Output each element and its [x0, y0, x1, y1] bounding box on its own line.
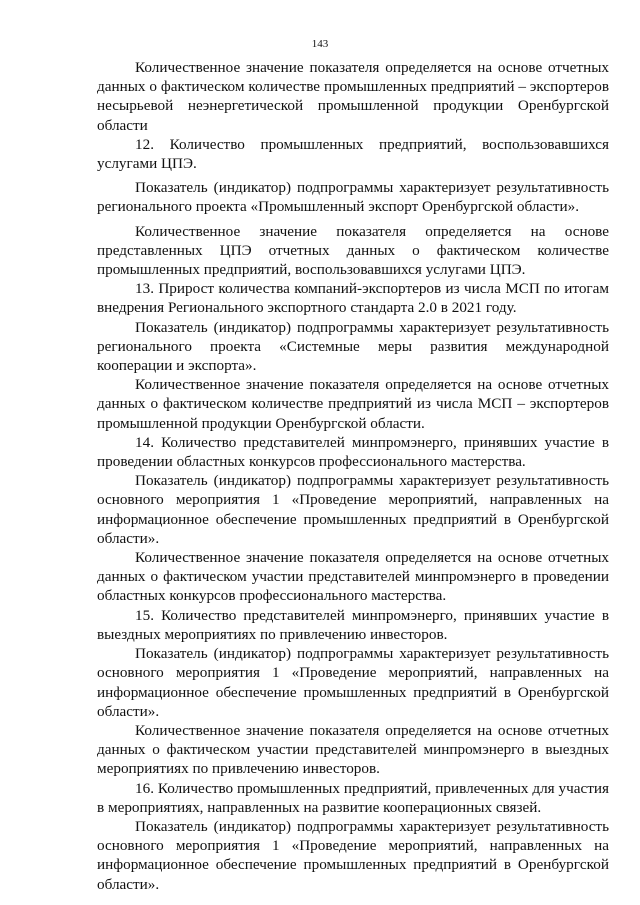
paragraph-9: Показатель (индикатор) подпрограммы характеризует результативность основного мероприятия 1 «Проведение мероприятий, направленных на информационное обеспечение промышленных предприятий в Оренбургской области».	[97, 472, 609, 547]
paragraph-12: Показатель (индикатор) подпрограммы характеризует результативность основного мероприятия 1 «Проведение мероприятий, направленных на информационное обеспечение промышленных предприятий в Оренбургской области».	[97, 645, 609, 720]
page-number: 143	[311, 38, 329, 50]
paragraph-13: Количественное значение показателя определяется на основе отчетных данных о фактическом участии представителей минпромэнерго в выездных мероприятиях по привлечению инвесторов.	[97, 721, 609, 778]
paragraph-10: Количественное значение показателя определяется на основе отчетных данных о фактическом участии представителей минпромэнерго в проведении областных конкурсов профессионального мастерства.	[97, 549, 609, 605]
paragraph-6: Показатель (индикатор) подпрограммы характеризует результативность регионального проекта «Системные меры развития международной кооперации и экспорта».	[97, 318, 609, 375]
paragraph-3: Показатель (индикатор) подпрограммы характеризует результативность регионального проекта «Промышленный экспорт Оренбургской области».	[97, 179, 609, 216]
paragraph-7: Количественное значение показателя определяется на основе отчетных данных о фактическом количестве предприятий из числа МСП – экспортеров промышленной продукции Оренбургской области.	[97, 376, 609, 432]
document-body	[97, 58, 609, 894]
paragraph-2: 12. Количество промышленных предприятий, воспользовавшихся услугами ЦПЭ.	[97, 135, 609, 173]
paragraph-1: Количественное значение показателя определяется на основе отчетных данных о фактическом количестве промышленных предприятий – экспортеров несырьевой неэнергетической промышленной продукции Оренбургской области	[97, 59, 609, 134]
paragraph-14: 16. Количество промышленных предприятий, привлеченных для участия в мероприятиях, направленных на развитие кооперационных связей.	[97, 779, 609, 816]
paragraph-15: Показатель (индикатор) подпрограммы характеризует результативность основного мероприятия 1 «Проведение мероприятий, направленных на информационное обеспечение промышленных предприятий в Оренбургской области».	[97, 817, 609, 893]
paragraph-8: 14. Количество представителей минпромэнерго, принявших участие в проведении областных конкурсов профессионального мастерства.	[97, 433, 609, 471]
paragraph-5: 13. Прирост количества компаний-экспортеров из числа МСП по итогам внедрения Регионального экспортного стандарта 2.0 в 2021 году.	[97, 280, 609, 317]
paragraph-4: Количественное значение показателя определяется на основе представленных ЦПЭ отчетных данных о фактическом количестве промышленных предприятий, воспользовавшихся услугами ЦПЭ.	[97, 222, 609, 279]
paragraph-11: 15. Количество представителей минпромэнерго, принявших участие в выездных мероприятиях по привлечению инвесторов.	[97, 606, 609, 643]
